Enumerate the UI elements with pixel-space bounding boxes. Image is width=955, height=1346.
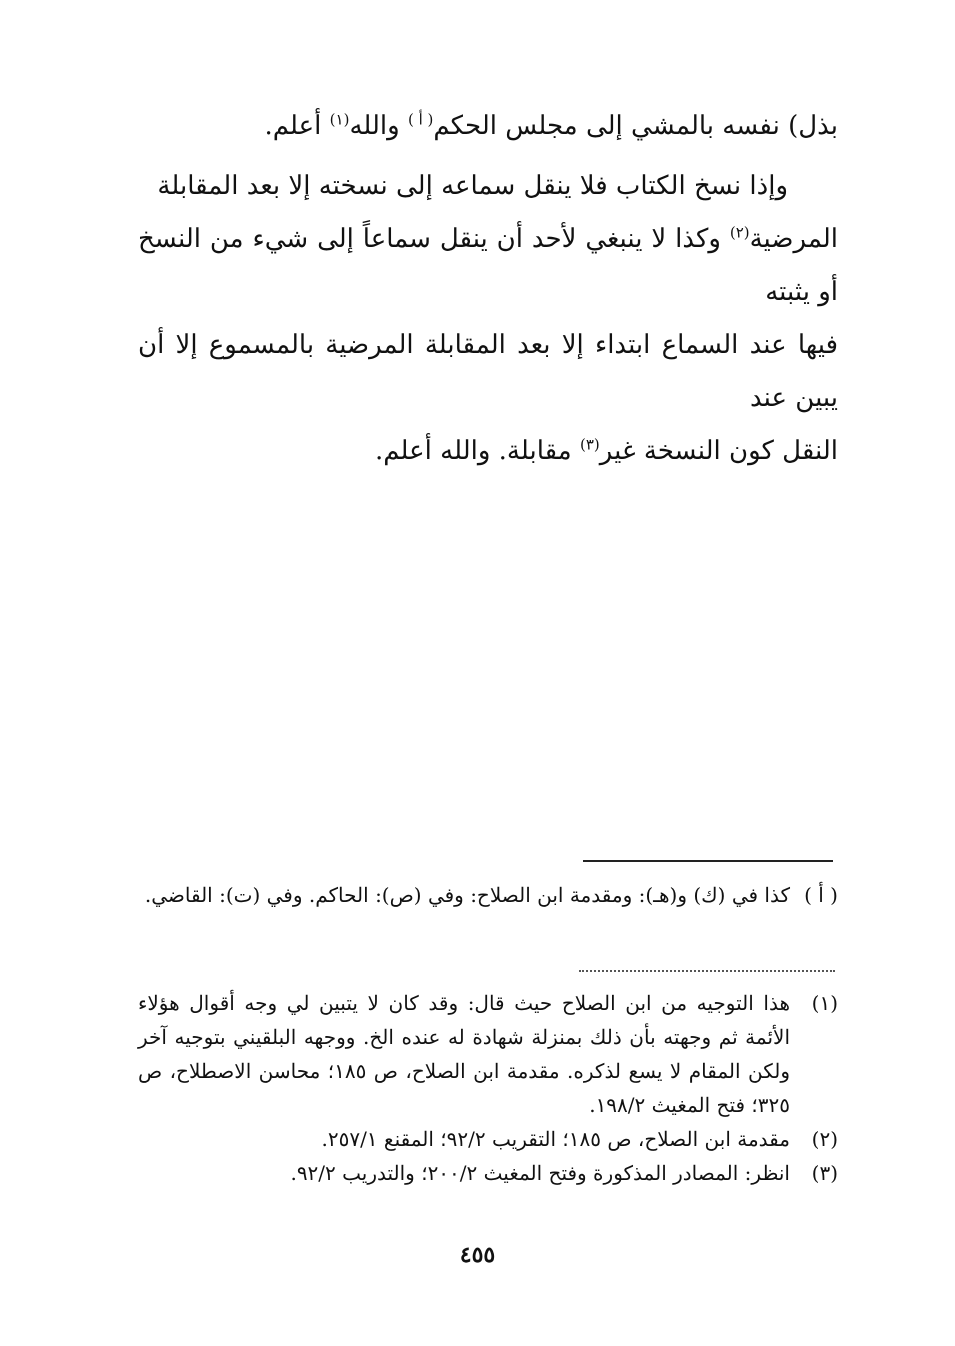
paragraph-2-line-1: وإذا نسخ الكتاب فلا ينقل سماعه إلى نسخته إلا بعد المقابلة: [157, 171, 788, 201]
footnote-text: كذا في (ك) و(هـ): ومقدمة ابن الصلاح: وفي (ص): الحاكم. وفي (ت): القاضي.: [144, 883, 790, 907]
footnote-label: (٣): [811, 1161, 838, 1185]
footnote-text: انظر: المصادر المذكورة وفتح المغيث ٢٠٠/٢؛ والتدريب ٩٢/٢.: [290, 1161, 790, 1185]
paragraph-2-line-4: النقل كون النسخة غير$^{(٣)}$ مقابلة. والله أعلم.: [374, 435, 838, 466]
footnote-a: [138, 878, 838, 912]
footnote-text: مقدمة ابن الصلاح، ص ١٨٥؛ التقريب ٩٢/٢؛ المقنع ٢٥٧/١.: [321, 1127, 790, 1151]
footnote-2: [138, 1122, 838, 1156]
paragraph-2-line-3: فيها عند السماع ابتداء إلا بعد المقابلة المرضية بالمسموع إلا أن يبين عند: [138, 330, 838, 413]
page-number: ٤٥٥: [459, 1242, 496, 1268]
footnote-ref-2[interactable]: (٢): [729, 223, 750, 242]
paragraph-2: [138, 160, 838, 478]
footnote-text: هذا التوجيه من ابن الصلاح حيث قال: وقد كان لا يتبين لي وجه أقوال هؤلاء الأئمة ثم وجهته بأن ذلك بمنزلة شهادة له عنده الخ. ووجهه البلقيني بتوجيه آخر ولكن المقام لا يسع لذكره. مقدمة ابن الصلاح، ص ١٨٥؛ محاسن الاصطلاح، ص ٣٢٥؛ فتح المغيث ١٩٨/٢.: [138, 991, 790, 1117]
footnote-label: (١): [811, 991, 838, 1015]
footnote-label: ( أ ): [804, 883, 838, 907]
footnote-label: (٢): [811, 1127, 838, 1151]
footnote-dotted-separator: [579, 970, 835, 972]
footnote-1: [138, 986, 838, 1122]
paragraph-1-text: بذل) نفسه بالمشي إلى مجلس الحكم$^{( أ )}$ والله$^{(١)}$ أعلم.: [264, 110, 838, 141]
footnote-ref-3[interactable]: (٣): [579, 435, 600, 454]
paragraph-1: [138, 100, 838, 153]
footnote-ref-1[interactable]: (١): [329, 110, 350, 129]
footnotes-number: [138, 986, 838, 1190]
paragraph-2-line-2: المرضية$^{(٢)}$ وكذا لا ينبغي لأحد أن ينقل سماعاً إلى شيء من النسخ أو يثبته: [138, 223, 838, 307]
footnotes-letter: [138, 878, 838, 912]
footnote-3: [138, 1156, 838, 1190]
footnote-separator: [583, 860, 833, 862]
footnote-ref-a[interactable]: ( أ ): [407, 110, 434, 129]
